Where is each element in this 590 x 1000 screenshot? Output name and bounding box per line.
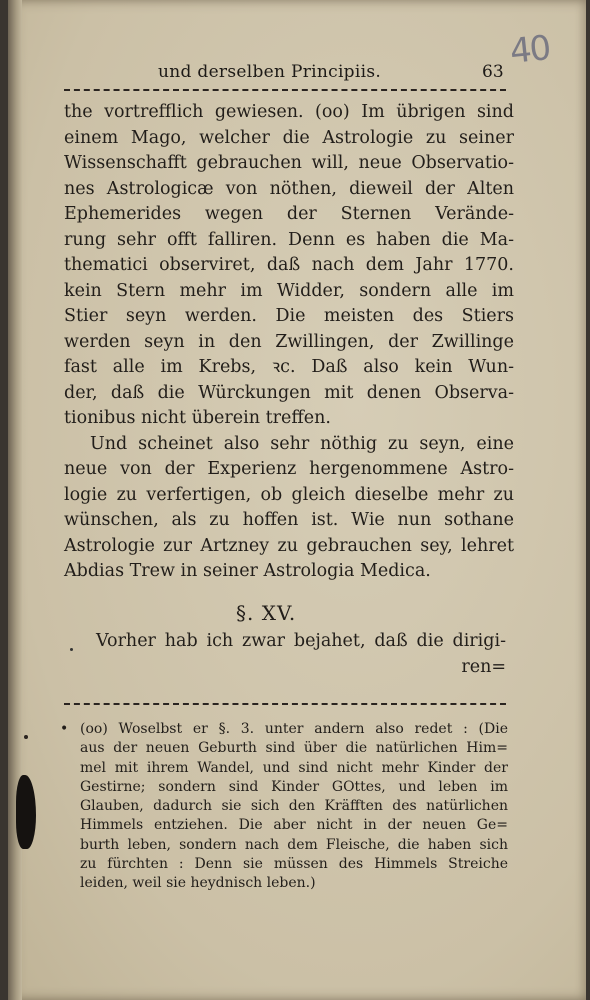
text-line: der, daß die Würckungen mit denen Observa-	[64, 382, 514, 403]
text-line: neue von der Experienz hergenommene Astro-	[64, 459, 514, 479]
page-gutter	[8, 0, 22, 1000]
text-line: Wissenschafft gebrauchen will, neue Observatio-	[64, 153, 514, 173]
pencil-annotation: 40	[508, 28, 552, 72]
footnote	[60, 720, 508, 894]
text-line: werden seyn in den Zwillingen, der Zwillinge	[64, 331, 514, 352]
text-line: einem Mago, welcher die Astrologie zu seiner	[64, 127, 514, 148]
margin-dot	[70, 648, 73, 651]
text-line: fast alle im Krebs, ꝛc. Daß also kein Wun-	[64, 357, 514, 377]
footnote-bullet: •	[60, 721, 69, 737]
header-rule	[64, 89, 506, 91]
section-heading: §. XV.	[236, 601, 297, 625]
text-line: Astrologie zur Artzney zu gebrauchen sey, lehret	[64, 535, 514, 556]
text-line: thematici observiret, daß nach dem Jahr 1770.	[64, 255, 514, 275]
text-line: Vorher hab ich zwar bejahet, daß die dirigi-	[96, 631, 506, 651]
ink-blot	[16, 775, 36, 849]
running-header	[8, 62, 586, 86]
catchword: ren=	[461, 657, 506, 677]
footnote-line: (oo) Woselbst er §. 3. unter andern also redet : (Die	[80, 721, 508, 737]
footnote-line: Gestirne; sondern sind Kinder GOttes, und leben im	[80, 778, 508, 795]
footnote-line: Himmels entziehen. Die aber nicht in der neuen Ge=	[80, 817, 508, 834]
text-line: nes Astrologicæ von nöthen, dieweil der Alten	[64, 178, 514, 199]
text-line: Stier seyn werden. Die meisten des Stiers	[64, 306, 514, 326]
footnote-line: mel mit ihrem Wandel, und sind nicht mehr Kinder der	[80, 759, 508, 776]
footnote-line: leiden, weil sie heydnisch leben.)	[80, 875, 316, 892]
text-line: the vortrefflich gewiesen. (oo) Im übrigen sind	[64, 102, 514, 122]
text-line: Ephemerides wegen der Sternen Verände-	[64, 204, 514, 224]
main-text	[64, 100, 514, 585]
footnote-line: burth leben, sondern nach dem Fleische, die haben sich	[80, 836, 508, 853]
paragraph-2	[64, 432, 514, 585]
text-line: Abdias Trew in seiner Astrologia Medica.	[64, 561, 431, 581]
footnote-rule	[64, 703, 506, 705]
margin-dot	[24, 735, 28, 739]
footnote-line: Glauben, dadurch sie sich den Kräfften des natürlichen	[80, 798, 508, 815]
paragraph-1	[64, 100, 514, 432]
section-text	[96, 628, 506, 680]
text-line: logie zu verfertigen, ob gleich dieselbe mehr zu	[64, 484, 514, 505]
text-line: kein Stern mehr im Widder, sondern alle im	[64, 280, 514, 301]
book-page	[8, 0, 586, 1000]
text-line: wünschen, als zu hoffen ist. Wie nun sothane	[64, 510, 514, 530]
text-line: tionibus nicht überein treffen.	[64, 408, 331, 428]
text-line: Und scheinet also sehr nöthig zu seyn, eine	[90, 433, 514, 454]
footnote-line: zu fürchten : Denn sie müssen des Himmels Streiche	[80, 856, 508, 873]
text-line: rung sehr offt falliren. Denn es haben die Ma-	[64, 229, 514, 250]
footnote-line: aus der neuen Geburth sind über die natürlichen Him=	[80, 740, 508, 757]
running-title: und derselben Principiis.	[158, 62, 382, 82]
page-number: 63	[482, 62, 504, 82]
